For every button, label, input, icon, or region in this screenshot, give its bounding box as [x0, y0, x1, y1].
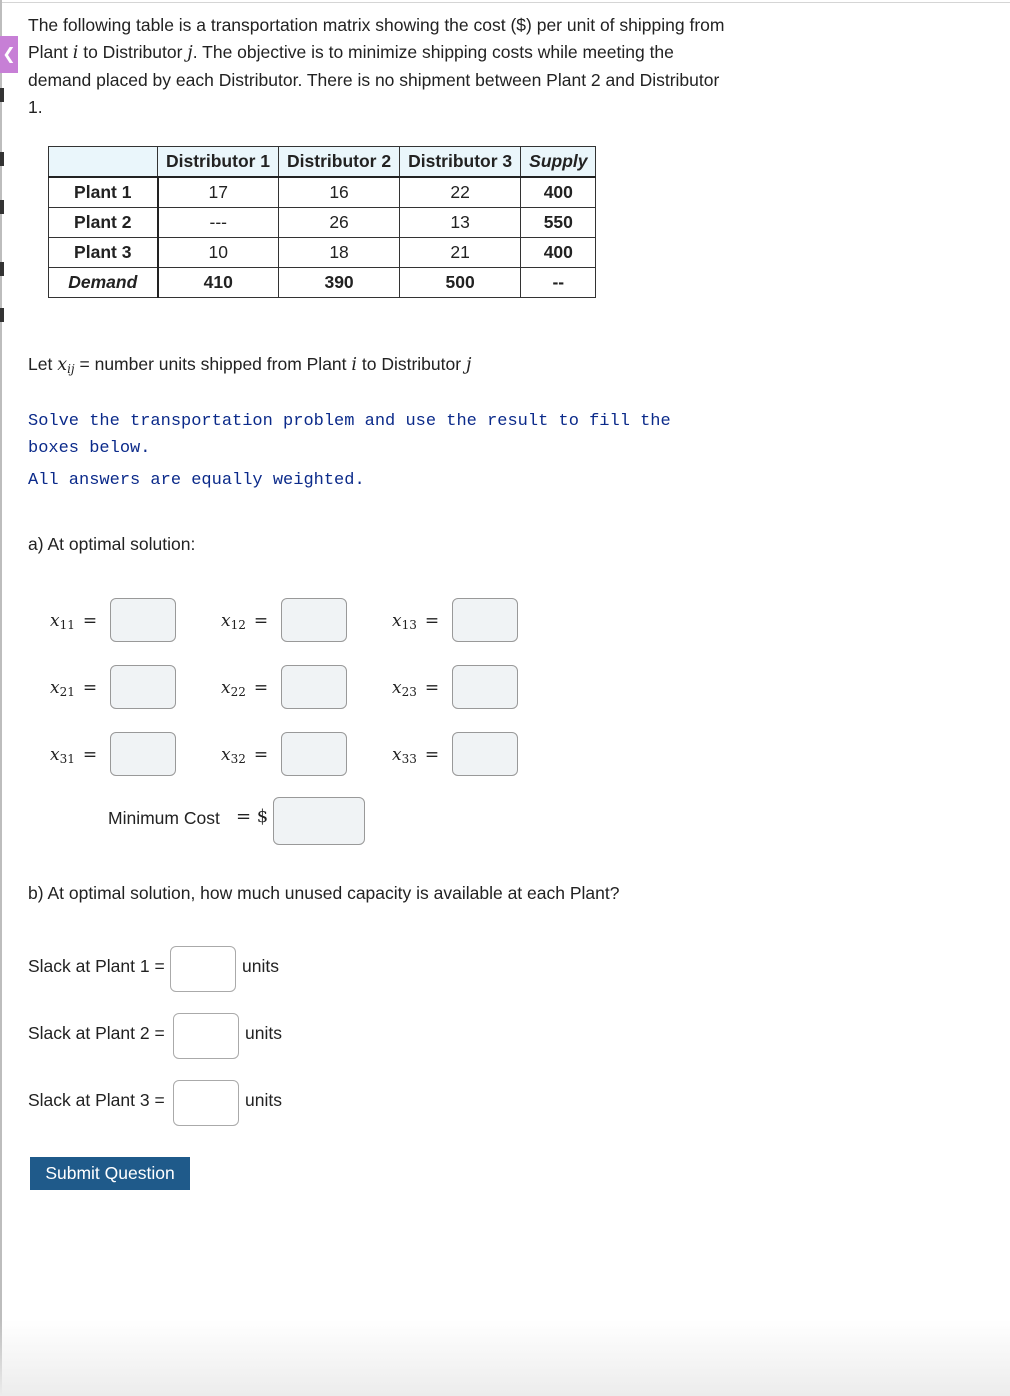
- answer-input-x12[interactable]: [281, 598, 347, 642]
- header-supply: Supply: [521, 147, 596, 178]
- table-row: [49, 238, 596, 268]
- demand-cell: 410: [158, 268, 279, 298]
- answer-input-x23[interactable]: [452, 665, 518, 709]
- var-label-x11: $x_{11}$ =: [50, 611, 98, 632]
- cost-cell: 13: [400, 208, 521, 238]
- transportation-matrix: [48, 146, 596, 298]
- var-label-x12: $x_{12}$ =: [221, 611, 269, 632]
- instructions-text: Solve the transportation problem and use the result to fill the boxes below.: [28, 412, 671, 458]
- demand-row: [49, 268, 596, 298]
- cost-cell: 26: [279, 208, 400, 238]
- answer-input-x33[interactable]: [452, 732, 518, 776]
- demand-cell: 390: [279, 268, 400, 298]
- matrix-header-row: [49, 147, 596, 178]
- cost-cell: 22: [400, 177, 521, 208]
- header-distributor-3: Distributor 3: [400, 147, 521, 178]
- supply-cell: 400: [521, 238, 596, 268]
- cost-cell: 16: [279, 177, 400, 208]
- units-label: units: [242, 956, 279, 976]
- supply-cell: 400: [521, 177, 596, 208]
- header-distributor-2: Distributor 2: [279, 147, 400, 178]
- units-label: units: [245, 1090, 282, 1110]
- cost-cell: 10: [158, 238, 279, 268]
- cost-cell: ---: [158, 208, 279, 238]
- answer-input-x21[interactable]: [110, 665, 176, 709]
- slack-label-plant-3: Slack at Plant 3 =: [28, 1090, 165, 1110]
- problem-intro: The following table is a transportation matrix showing the cost ($) per unit of shipping from Plant i to Distributor j. The objective is to minimize shipping costs while meeting the demand placed by each Distributor. There is no shipment between Plant 2 and Distributor 1.: [28, 15, 725, 117]
- slack-input-plant-2[interactable]: [173, 1013, 239, 1059]
- row-label: Plant 3: [49, 238, 158, 268]
- var-label-x33: $x_{33}$ =: [392, 745, 440, 766]
- units-label: units: [245, 1023, 282, 1043]
- edge-marker: [0, 152, 4, 166]
- answer-input-x11[interactable]: [110, 598, 176, 642]
- table-row: [49, 208, 596, 238]
- answer-input-x22[interactable]: [281, 665, 347, 709]
- row-label: Demand: [49, 268, 158, 298]
- header-distributor-1: Distributor 1: [158, 147, 279, 178]
- table-row: [49, 177, 596, 208]
- slack-input-plant-1[interactable]: [170, 946, 236, 992]
- var-label-x23: $x_{23}$ =: [392, 678, 440, 699]
- row-label: Plant 1: [49, 177, 158, 208]
- answer-input-x31[interactable]: [110, 732, 176, 776]
- min-cost-input[interactable]: [273, 797, 365, 845]
- var-label-x22: $x_{22}$ =: [221, 678, 269, 699]
- min-cost-equals: = $: [236, 806, 269, 827]
- top-rule: [0, 2, 1010, 3]
- bottom-fade: [0, 1320, 1010, 1396]
- edge-marker: [0, 88, 4, 102]
- edge-marker: [0, 262, 4, 276]
- slack-label-plant-1: Slack at Plant 1 =: [28, 956, 165, 976]
- weighting-note: All answers are equally weighted.: [28, 471, 365, 490]
- collapse-sidebar-tab[interactable]: [0, 36, 18, 73]
- edge-marker: [0, 308, 4, 322]
- slack-input-plant-3[interactable]: [173, 1080, 239, 1126]
- answer-input-x13[interactable]: [452, 598, 518, 642]
- var-label-x13: $x_{13}$ =: [392, 611, 440, 632]
- slack-label-plant-2: Slack at Plant 2 =: [28, 1023, 165, 1043]
- demand-cell: 500: [400, 268, 521, 298]
- min-cost-label: Minimum Cost: [108, 808, 220, 828]
- answer-input-x32[interactable]: [281, 732, 347, 776]
- cost-cell: 17: [158, 177, 279, 208]
- var-label-x32: $x_{32}$ =: [221, 745, 269, 766]
- matrix-corner-cell: [49, 147, 158, 178]
- supply-cell: 550: [521, 208, 596, 238]
- chevron-left-icon: ❮: [2, 46, 16, 63]
- cost-cell: 21: [400, 238, 521, 268]
- cost-cell: 18: [279, 238, 400, 268]
- submit-question-button[interactable]: Submit Question: [30, 1157, 190, 1190]
- part-b-title: b) At optimal solution, how much unused capacity is available at each Plant?: [28, 883, 620, 903]
- row-label: Plant 2: [49, 208, 158, 238]
- var-label-x31: $x_{31}$ =: [50, 745, 98, 766]
- part-a-title: a) At optimal solution:: [28, 534, 196, 554]
- var-label-x21: $x_{21}$ =: [50, 678, 98, 699]
- demand-cell: --: [521, 268, 596, 298]
- variable-definition: Let xij = number units shipped from Plant i to Distributor j: [28, 354, 472, 376]
- edge-marker: [0, 200, 4, 214]
